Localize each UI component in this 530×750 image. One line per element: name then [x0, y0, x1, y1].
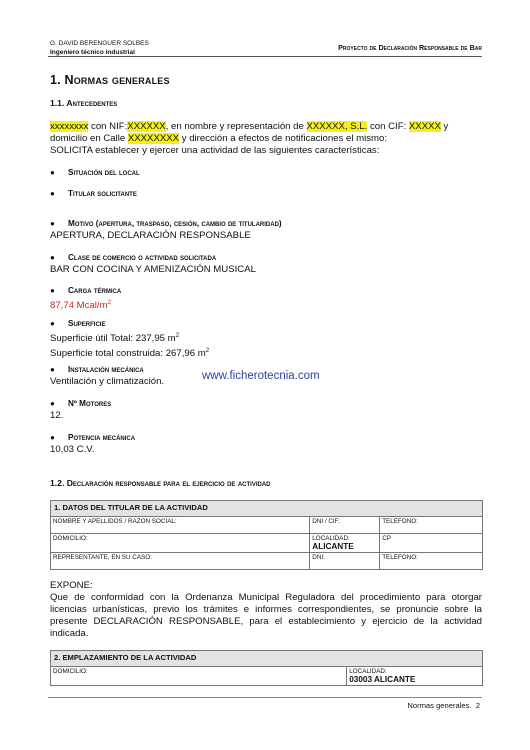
item-superficie	[50, 318, 482, 360]
item-label: Titular solicitante	[68, 189, 137, 198]
field-domicilio[interactable]: DOMICILIO:	[51, 534, 310, 553]
footer-divider	[48, 697, 482, 698]
item-label: Superficie	[68, 319, 106, 328]
item-label: Nº Motores	[68, 399, 112, 408]
intro-text-represent: , en nombre y representación de	[165, 121, 307, 132]
subsection-antecedentes-title: 1.1. Antecedentes	[50, 98, 118, 108]
highlight-cif: XXXXX	[408, 121, 441, 132]
field-localidad-value: ALICANTE	[312, 542, 354, 551]
field-telefono-representante[interactable]: TELEFONO:	[380, 553, 483, 570]
item-label: Situación del local	[68, 168, 140, 177]
watermark-url: www.ficherotecnia.com	[202, 370, 320, 382]
item-value: APERTURA, DECLARACIÓN RESPONSABLE	[50, 230, 251, 241]
table-title: 2. EMPLAZAMIENTO DE LA ACTIVIDAD	[51, 651, 483, 667]
intro-paragraph	[50, 121, 482, 157]
bullet-icon: ●	[50, 399, 55, 408]
item-motivo	[50, 218, 482, 242]
item-label: Potencia mecánica	[68, 433, 136, 442]
page-number: 2	[475, 701, 480, 710]
intro-text-notif: y dirección a efectos de notificaciones el mismo:	[179, 133, 388, 144]
item-label: Clase de comercio o actividad solicitada	[68, 253, 217, 262]
field-localidad-emplazamiento[interactable]	[347, 667, 483, 686]
highlight-company: XXXXXX, S.L.	[306, 121, 368, 132]
bullet-icon: ●	[50, 219, 55, 228]
subsection-declaracion-title: 1.2. Declaración responsable para el ejercicio de actividad	[50, 478, 271, 488]
table-title: 1. DATOS DEL TITULAR DE LA ACTIVIDAD	[51, 501, 483, 517]
highlight-street: XXXXXXXX	[127, 133, 180, 144]
section-title: 1. Normas generales	[50, 73, 170, 87]
item-value	[50, 300, 111, 311]
sup-total: Superficie total construida: 267,96 m	[50, 348, 206, 360]
intro-text-domicilio: y domicilio en Calle	[50, 121, 449, 144]
expone-text: Que de conformidad con la Ordenanza Municipal Reguladora del procedimiento para otorgar licencias urbanísticas, previo los trámites e informes correspondientes, se pronuncie sobre la presente DECLARACIÓN RESPONSABLE, para el establecimiento y ejercicio de la actividad indicada.	[50, 592, 482, 639]
intro-text-cif: con CIF:	[367, 121, 409, 132]
titular-data-table	[50, 500, 483, 570]
item-label: Carga térmica	[68, 286, 122, 295]
item-value: 10,03 C.V.	[50, 444, 95, 455]
field-dni[interactable]: DNI / CIF:	[310, 517, 380, 534]
field-domicilio-emplazamiento[interactable]: DOMICILIO:	[51, 667, 347, 686]
emplazamiento-table	[50, 650, 483, 686]
item-value: BAR CON COCINA Y AMENIZACIÓN MUSICAL	[50, 264, 256, 275]
item-potencia	[50, 432, 482, 456]
intro-text-nif: con NIF:	[88, 121, 128, 132]
footer-text: Normas generales.	[407, 701, 472, 710]
item-titular	[50, 188, 482, 200]
field-localidad-label: LOCALIDAD:	[349, 668, 387, 675]
field-localidad[interactable]	[310, 534, 380, 553]
item-situacion	[50, 167, 482, 179]
bullet-icon: ●	[50, 168, 55, 177]
item-value: Ventilación y climatización.	[50, 376, 165, 387]
header-author: G. DAVID BERENGUER SOLBES	[50, 40, 149, 47]
intro-solicita: SOLICITA establecer y ejercer una actividad de las siguientes características:	[50, 145, 380, 156]
field-localidad-label: LOCALIDAD:	[312, 535, 350, 542]
bullet-icon: ●	[50, 319, 55, 328]
field-cp[interactable]: CP	[380, 534, 483, 553]
item-motores	[50, 398, 482, 422]
highlight-nif: XXXXXX	[127, 121, 166, 132]
footer	[407, 701, 480, 710]
field-nombre[interactable]: NOMBRE Y APELLIDOS / RAZON SOCIAL:	[51, 517, 310, 534]
header-author-block	[50, 39, 149, 57]
bullet-icon: ●	[50, 286, 55, 295]
bullet-icon: ●	[50, 365, 55, 374]
sup-total-sup: 2	[205, 348, 210, 355]
item-value: 12.	[50, 410, 64, 421]
highlight-name: xxxxxxxx	[50, 121, 89, 132]
sup-util: Superficie útil Total: 237,95 m	[50, 333, 176, 345]
bullet-icon: ●	[50, 189, 55, 198]
header-role: Ingeniero técnico industrial	[50, 49, 135, 56]
item-label: Motivo (apertura, traspaso, cesión, cambio de titularidad)	[68, 219, 282, 228]
bullet-icon: ●	[50, 253, 55, 262]
field-dni-representante[interactable]: DNI:	[310, 553, 380, 570]
header-project-text: Proyecto de Declaración Responsable de Bar	[338, 43, 482, 52]
header-divider	[48, 56, 482, 57]
carga-unit-sup: 2	[107, 300, 111, 306]
field-localidad-value: 03003 ALICANTE	[349, 675, 416, 684]
item-label: Instalación mecánica	[68, 365, 144, 374]
item-clase	[50, 252, 482, 276]
expone-title: EXPONE:	[50, 580, 93, 591]
header-project-title	[338, 43, 482, 52]
item-carga	[50, 285, 482, 312]
field-representante[interactable]: REPRESENTANTE, EN SU CASO:	[51, 553, 310, 570]
expone-block	[50, 580, 482, 640]
field-telefono[interactable]: TELEFONO:	[380, 517, 483, 534]
sup-util-sup: 2	[175, 333, 180, 339]
carga-value-text: 87,74 Mcal/m	[50, 300, 108, 312]
bullet-icon: ●	[50, 433, 55, 442]
